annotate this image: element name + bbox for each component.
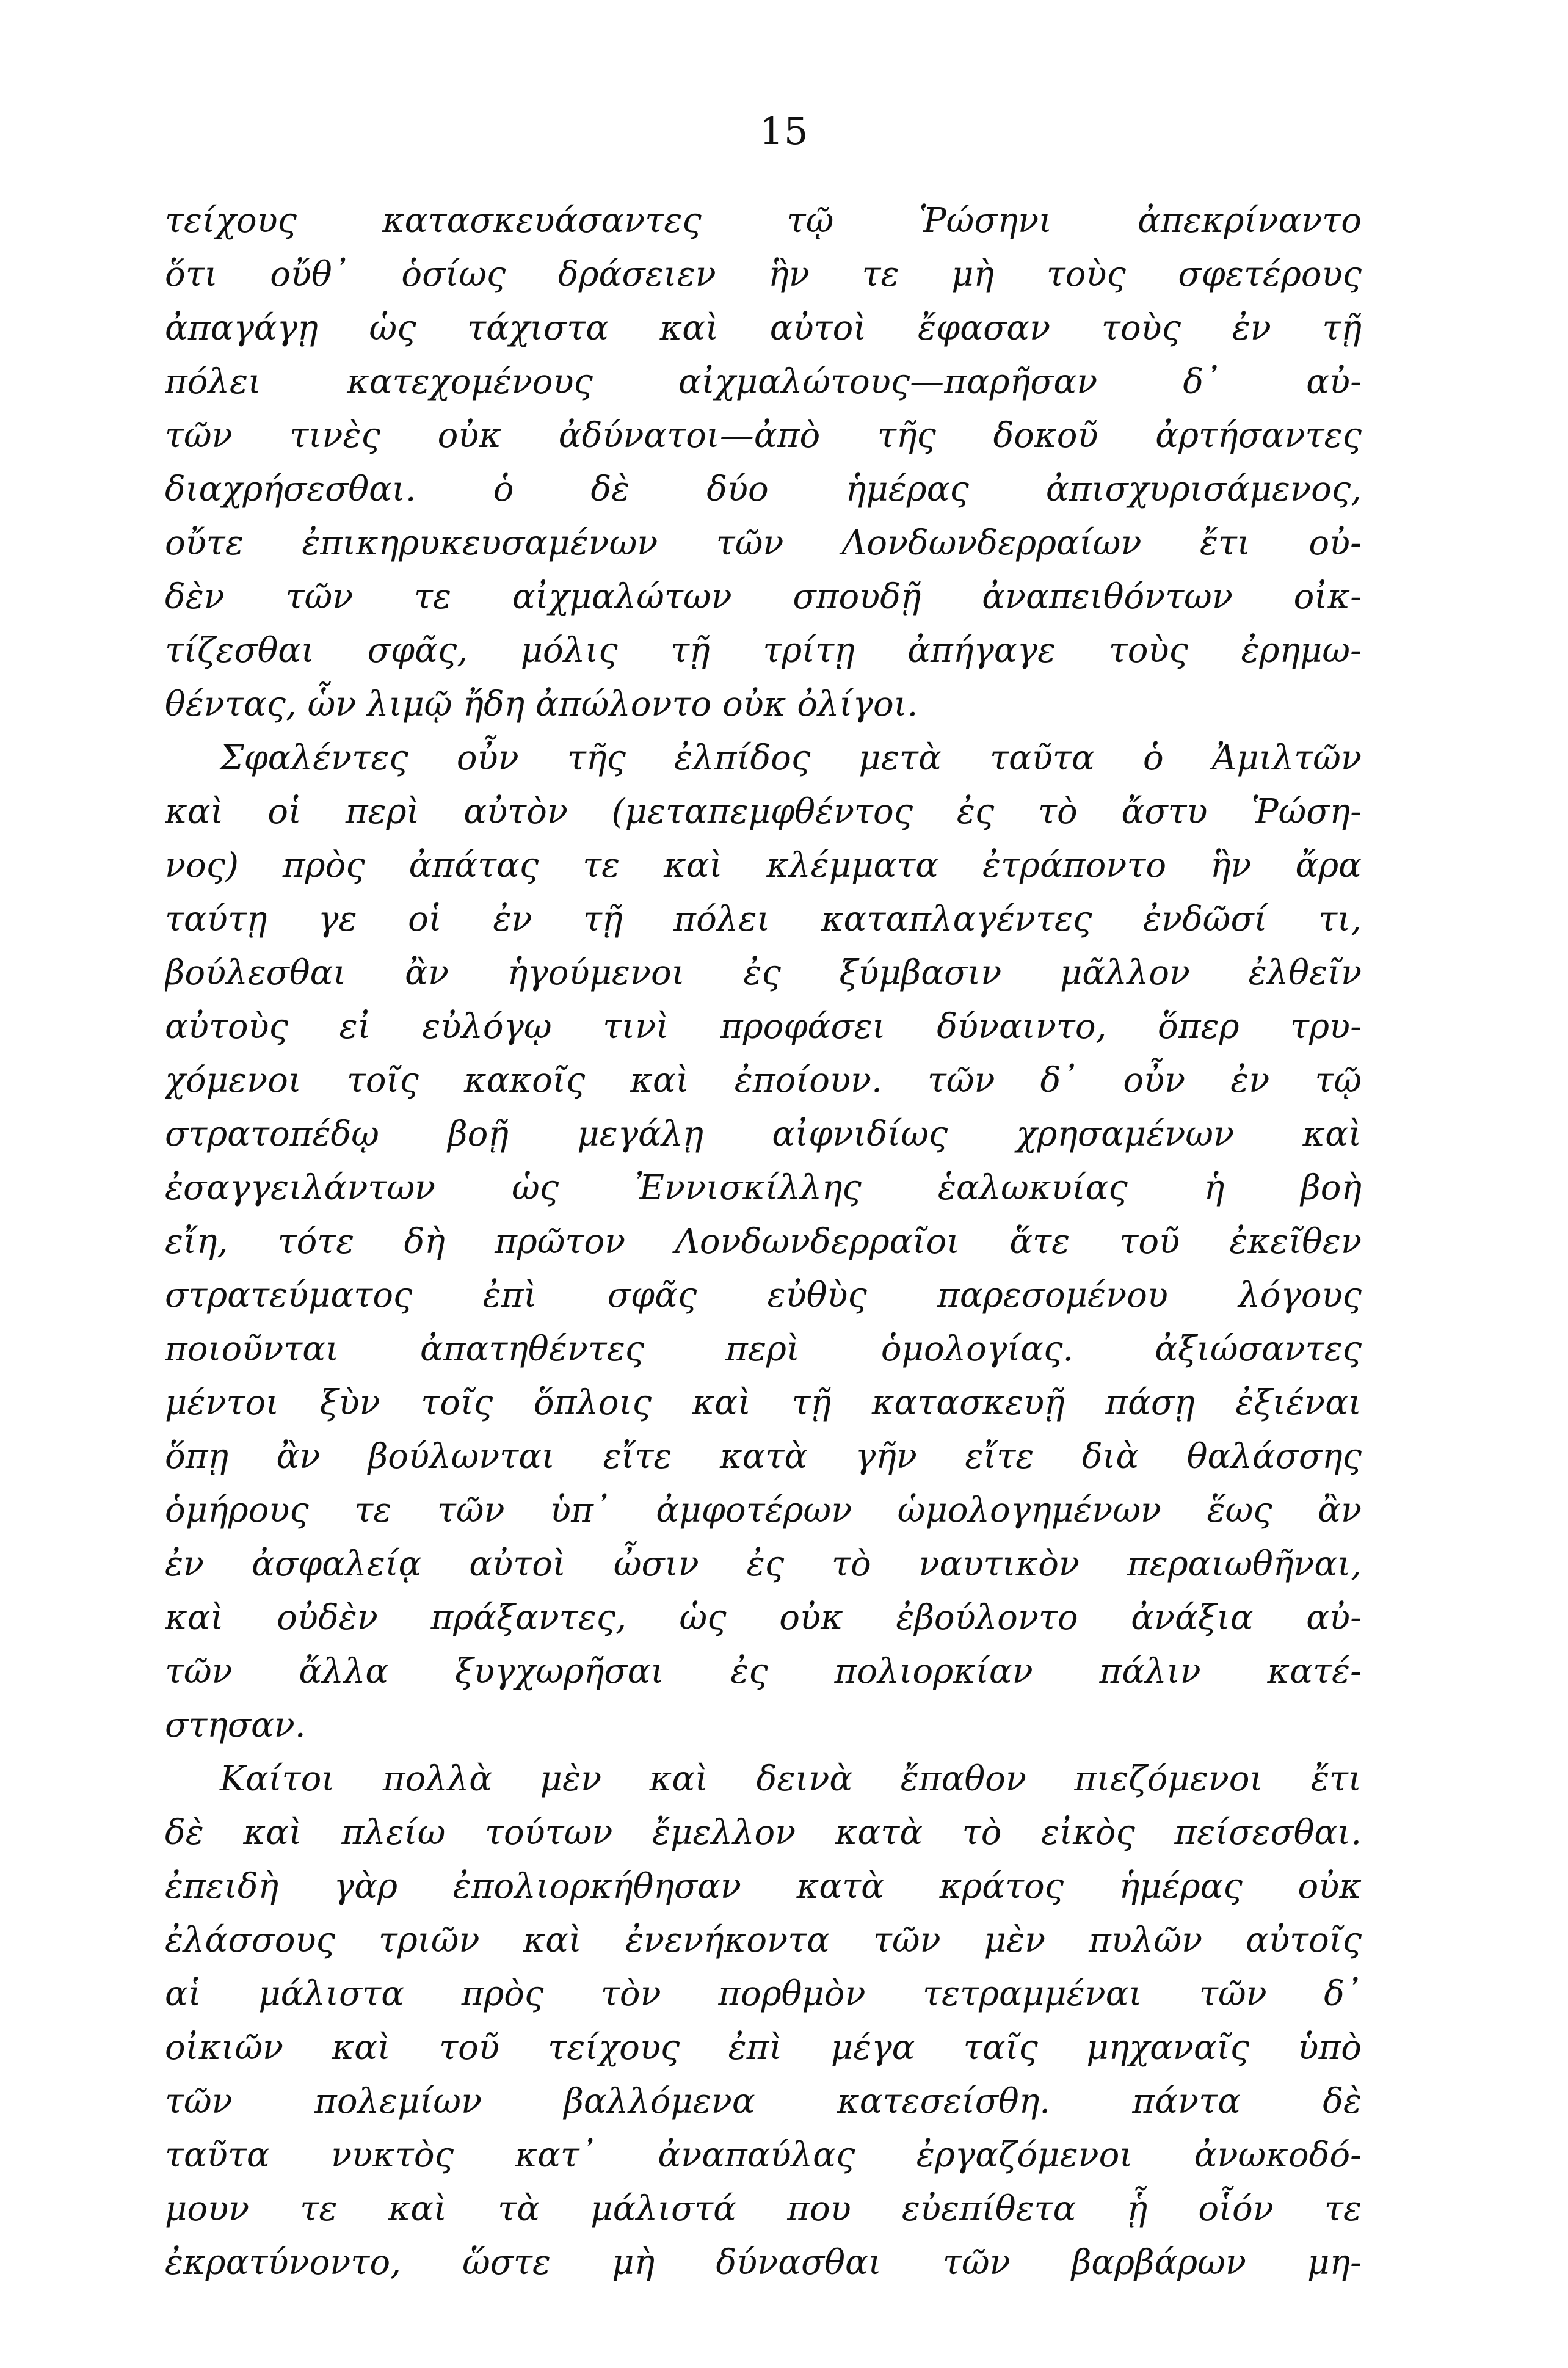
- text-line: Σφαλέντες οὖν τῆς ἐλπίδος μετὰ ταῦτα ὁ Ἀμιλτῶν: [220, 738, 1362, 778]
- text-line: ἐσαγγειλάντων ὡς Ἐννισκίλλης ἑαλωκυίας ἡ βοὴ: [165, 1168, 1362, 1208]
- text-line: αἱ μάλιστα πρὸς τὸν πορθμὸν τετραμμέναι τῶν δ᾽: [165, 1974, 1362, 2014]
- text-line: ποιοῦνται ἀπατηθέντες περὶ ὁμολογίας. ἀξιώσαντες: [165, 1329, 1362, 1369]
- text-line: στρατοπέδῳ βοῇ μεγάλῃ αἰφνιδίως χρησαμένων καὶ: [165, 1114, 1362, 1154]
- text-line: τίζεσθαι σφᾶς, μόλις τῇ τρίτῃ ἀπήγαγε τοὺς ἐρημω-: [165, 631, 1362, 670]
- page-number: 15: [759, 109, 809, 153]
- text-line: τῶν τινὲς οὐκ ἀδύνατοι—ἀπὸ τῆς δοκοῦ ἀρτήσαντες: [165, 416, 1362, 456]
- text-line: ἀπαγάγῃ ὡς τάχιστα καὶ αὐτοὶ ἔφασαν τοὺς ἐν τῇ: [165, 308, 1362, 348]
- text-line: δὲν τῶν τε αἰχμαλώτων σπουδῇ ἀναπειθόντων οἰκ-: [165, 577, 1362, 617]
- text-line: ὁμήρους τε τῶν ὑπ᾽ ἀμφοτέρων ὡμολογημένων ἕως ἂν: [165, 1491, 1362, 1530]
- text-line: ἐν ἀσφαλείᾳ αὐτοὶ ὦσιν ἐς τὸ ναυτικὸν περαιωθῆναι,: [165, 1544, 1362, 1584]
- text-line: χόμενοι τοῖς κακοῖς καὶ ἐποίουν. τῶν δ᾽ οὖν ἐν τῷ: [165, 1061, 1362, 1100]
- text-line: ταῦτα νυκτὸς κατ᾽ ἀναπαύλας ἐργαζόμενοι ἀνωκοδό-: [165, 2135, 1362, 2175]
- text-line: στησαν.: [165, 1705, 306, 1745]
- text-line: οἰκιῶν καὶ τοῦ τείχους ἐπὶ μέγα ταῖς μηχαναῖς ὑπὸ: [165, 2028, 1362, 2068]
- text-line: τῶν πολεμίων βαλλόμενα κατεσείσθη. πάντα δὲ: [165, 2082, 1362, 2121]
- text-line: καὶ οὐδὲν πράξαντες, ὡς οὐκ ἐβούλοντο ἀνάξια αὐ-: [165, 1598, 1362, 1638]
- text-line: πόλει κατεχομένους αἰχμαλώτους—παρῆσαν δ᾽ αὐ-: [165, 362, 1362, 402]
- text-line: βούλεσθαι ἂν ἡγούμενοι ἐς ξύμβασιν μᾶλλον ἐλθεῖν: [165, 953, 1362, 993]
- text-line: εἴη, τότε δὴ πρῶτον Λονδωνδερραῖοι ἅτε τοῦ ἐκεῖθεν: [165, 1222, 1362, 1262]
- text-line: θέντας, ὧν λιμῷ ἤδη ἀπώλοντο οὐκ ὀλίγοι.: [165, 685, 918, 724]
- text-line: αὐτοὺς εἰ εὐλόγῳ τινὶ προφάσει δύναιντο, ὅπερ τρυ-: [165, 1007, 1362, 1047]
- text-line: ἐπειδὴ γὰρ ἐπολιορκήθησαν κατὰ κράτος ἡμέρας οὐκ: [165, 1867, 1362, 1906]
- text-line: τῶν ἄλλα ξυγχωρῆσαι ἐς πολιορκίαν πάλιν κατέ-: [165, 1652, 1362, 1691]
- text-line: δὲ καὶ πλείω τούτων ἔμελλον κατὰ τὸ εἰκὸς πείσεσθαι.: [165, 1813, 1362, 1853]
- text-line: ἐκρατύνοντο, ὥστε μὴ δύνασθαι τῶν βαρβάρων μη-: [165, 2243, 1362, 2283]
- text-line: μέντοι ξὺν τοῖς ὅπλοις καὶ τῇ κατασκευῇ πάσῃ ἐξιέναι: [165, 1383, 1362, 1423]
- text-line: ταύτῃ γε οἱ ἐν τῇ πόλει καταπλαγέντες ἐνδῶσί τι,: [165, 899, 1362, 939]
- text-line: στρατεύματος ἐπὶ σφᾶς εὐθὺς παρεσομένου λόγους: [165, 1276, 1362, 1315]
- text-line: οὔτε ἐπικηρυκευσαμένων τῶν Λονδωνδερραίων ἔτι οὐ-: [165, 523, 1362, 563]
- text-line: καὶ οἱ περὶ αὐτὸν (μεταπεμφθέντος ἐς τὸ ἄστυ Ῥώση-: [165, 792, 1362, 832]
- text-line: μουν τε καὶ τὰ μάλιστά που εὐεπίθετα ᾗ οἷόν τε: [165, 2189, 1362, 2229]
- body-text: [165, 194, 1362, 2290]
- text-line: ἐλάσσους τριῶν καὶ ἐνενήκοντα τῶν μὲν πυλῶν αὐτοῖς: [165, 1920, 1362, 1960]
- text-line: ὅτι οὔθ᾽ ὁσίως δράσειεν ἣν τε μὴ τοὺς σφετέρους: [165, 255, 1362, 294]
- text-line: ὅπῃ ἂν βούλωνται εἴτε κατὰ γῆν εἴτε διὰ θαλάσσης: [165, 1437, 1362, 1476]
- text-line: Καίτοι πολλὰ μὲν καὶ δεινὰ ἔπαθον πιεζόμενοι ἔτι: [220, 1759, 1362, 1799]
- text-line: τείχους κατασκευάσαντες τῷ Ῥώσηνι ἀπεκρίναντο: [165, 201, 1362, 241]
- text-line: διαχρήσεσθαι. ὁ δὲ δύο ἡμέρας ἀπισχυρισάμενος,: [165, 470, 1362, 509]
- text-line: νος) πρὸς ἀπάτας τε καὶ κλέμματα ἐτράποντο ἣν ἄρα: [165, 846, 1362, 885]
